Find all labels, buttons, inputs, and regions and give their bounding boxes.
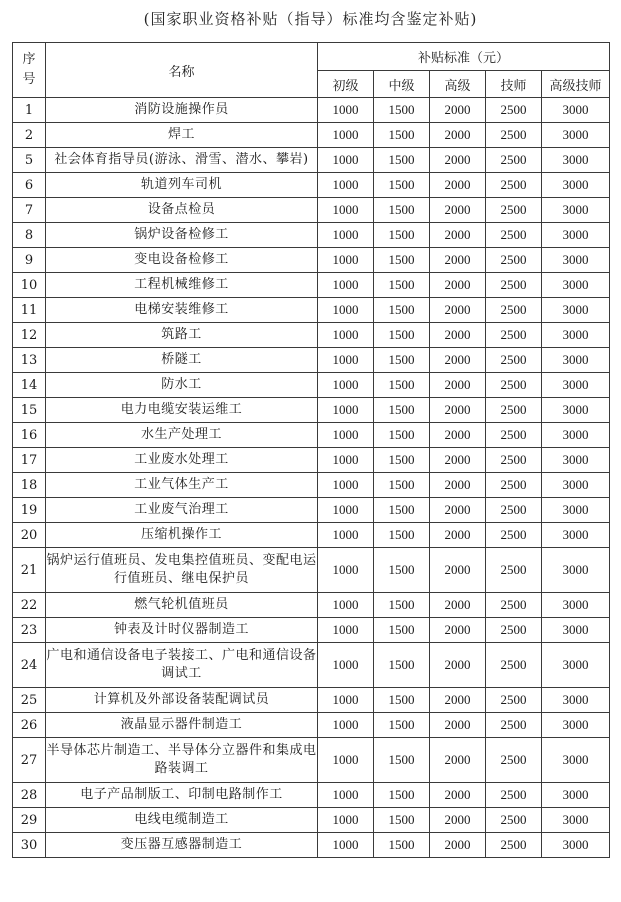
- table-row: [13, 783, 610, 808]
- row-subsidy-senior-technician: 3000: [542, 298, 610, 323]
- row-subsidy-technician: 2500: [486, 298, 542, 323]
- row-subsidy-junior: 1000: [318, 618, 374, 643]
- row-seq: 23: [13, 618, 46, 643]
- row-subsidy-intermediate: 1500: [374, 688, 430, 713]
- row-subsidy-junior: 1000: [318, 783, 374, 808]
- row-subsidy-intermediate: 1500: [374, 833, 430, 858]
- row-subsidy-senior: 2000: [430, 738, 486, 783]
- row-subsidy-junior: 1000: [318, 223, 374, 248]
- row-subsidy-junior: 1000: [318, 498, 374, 523]
- row-subsidy-technician: 2500: [486, 548, 542, 593]
- table-row: [13, 198, 610, 223]
- row-subsidy-senior-technician: 3000: [542, 173, 610, 198]
- table-row: [13, 248, 610, 273]
- row-subsidy-senior: 2000: [430, 618, 486, 643]
- row-seq: 27: [13, 738, 46, 783]
- row-subsidy-intermediate: 1500: [374, 348, 430, 373]
- row-subsidy-junior: 1000: [318, 398, 374, 423]
- row-occupation-name: 轨道列车司机: [46, 173, 318, 198]
- row-seq: 2: [13, 123, 46, 148]
- row-subsidy-junior: 1000: [318, 738, 374, 783]
- table-row: [13, 323, 610, 348]
- row-subsidy-junior: 1000: [318, 548, 374, 593]
- row-occupation-name: 消防设施操作员: [46, 98, 318, 123]
- table-row: [13, 98, 610, 123]
- row-subsidy-technician: 2500: [486, 323, 542, 348]
- row-seq: 29: [13, 808, 46, 833]
- header-level-junior: 初级: [318, 71, 374, 98]
- row-subsidy-technician: 2500: [486, 783, 542, 808]
- row-subsidy-senior: 2000: [430, 523, 486, 548]
- table-body: [13, 98, 610, 858]
- row-subsidy-junior: 1000: [318, 348, 374, 373]
- row-subsidy-senior: 2000: [430, 713, 486, 738]
- row-seq: 1: [13, 98, 46, 123]
- row-seq: 12: [13, 323, 46, 348]
- table-row: [13, 833, 610, 858]
- header-level-senior: 高级: [430, 71, 486, 98]
- row-subsidy-junior: 1000: [318, 323, 374, 348]
- row-occupation-name: 钟表及计时仪器制造工: [46, 618, 318, 643]
- row-subsidy-junior: 1000: [318, 173, 374, 198]
- table-row: [13, 123, 610, 148]
- row-subsidy-junior: 1000: [318, 448, 374, 473]
- row-subsidy-senior-technician: 3000: [542, 713, 610, 738]
- row-seq: 18: [13, 473, 46, 498]
- row-subsidy-intermediate: 1500: [374, 273, 430, 298]
- row-subsidy-junior: 1000: [318, 123, 374, 148]
- row-occupation-name: 工业气体生产工: [46, 473, 318, 498]
- row-subsidy-technician: 2500: [486, 618, 542, 643]
- header-seq-top: 序: [22, 52, 36, 67]
- table-row: [13, 273, 610, 298]
- row-subsidy-technician: 2500: [486, 148, 542, 173]
- row-subsidy-intermediate: 1500: [374, 98, 430, 123]
- row-seq: 26: [13, 713, 46, 738]
- row-seq: 25: [13, 688, 46, 713]
- row-subsidy-senior-technician: 3000: [542, 223, 610, 248]
- row-occupation-name: 防水工: [46, 373, 318, 398]
- row-subsidy-senior: 2000: [430, 688, 486, 713]
- row-subsidy-senior-technician: 3000: [542, 498, 610, 523]
- row-subsidy-technician: 2500: [486, 373, 542, 398]
- row-subsidy-senior: 2000: [430, 808, 486, 833]
- row-subsidy-intermediate: 1500: [374, 618, 430, 643]
- header-level-technician: 技师: [486, 71, 542, 98]
- row-subsidy-senior: 2000: [430, 198, 486, 223]
- row-occupation-name: 计算机及外部设备装配调试员: [46, 688, 318, 713]
- subsidy-table: [12, 42, 610, 858]
- row-subsidy-intermediate: 1500: [374, 713, 430, 738]
- table-row: [13, 713, 610, 738]
- row-subsidy-senior-technician: 3000: [542, 348, 610, 373]
- row-occupation-name: 水生产处理工: [46, 423, 318, 448]
- row-subsidy-senior-technician: 3000: [542, 618, 610, 643]
- header-seq: [13, 43, 46, 98]
- row-seq: 16: [13, 423, 46, 448]
- row-subsidy-senior: 2000: [430, 323, 486, 348]
- row-subsidy-junior: 1000: [318, 523, 374, 548]
- row-subsidy-junior: 1000: [318, 593, 374, 618]
- table-row: [13, 688, 610, 713]
- row-subsidy-intermediate: 1500: [374, 323, 430, 348]
- row-seq: 22: [13, 593, 46, 618]
- row-seq: 14: [13, 373, 46, 398]
- row-subsidy-senior: 2000: [430, 248, 486, 273]
- row-occupation-name: 压缩机操作工: [46, 523, 318, 548]
- row-subsidy-technician: 2500: [486, 248, 542, 273]
- row-subsidy-senior: 2000: [430, 298, 486, 323]
- row-seq: 17: [13, 448, 46, 473]
- row-seq: 24: [13, 643, 46, 688]
- row-occupation-name: 电力电缆安装运维工: [46, 398, 318, 423]
- row-subsidy-junior: 1000: [318, 808, 374, 833]
- row-subsidy-senior-technician: 3000: [542, 398, 610, 423]
- row-subsidy-intermediate: 1500: [374, 448, 430, 473]
- header-level-senior-technician: 高级技师: [542, 71, 610, 98]
- row-subsidy-senior: 2000: [430, 123, 486, 148]
- row-subsidy-senior-technician: 3000: [542, 833, 610, 858]
- table-row: [13, 448, 610, 473]
- row-subsidy-technician: 2500: [486, 688, 542, 713]
- row-subsidy-senior-technician: 3000: [542, 643, 610, 688]
- row-subsidy-senior-technician: 3000: [542, 548, 610, 593]
- row-occupation-name: 设备点检员: [46, 198, 318, 223]
- table-row: [13, 223, 610, 248]
- row-occupation-name: 锅炉运行值班员、发电集控值班员、变配电运行值班员、继电保护员: [46, 548, 318, 593]
- row-subsidy-senior-technician: 3000: [542, 473, 610, 498]
- table-row: [13, 593, 610, 618]
- row-subsidy-junior: 1000: [318, 833, 374, 858]
- row-occupation-name: 燃气轮机值班员: [46, 593, 318, 618]
- row-subsidy-senior: 2000: [430, 783, 486, 808]
- row-subsidy-junior: 1000: [318, 198, 374, 223]
- row-subsidy-senior-technician: 3000: [542, 423, 610, 448]
- row-occupation-name: 变电设备检修工: [46, 248, 318, 273]
- row-occupation-name: 桥隧工: [46, 348, 318, 373]
- row-subsidy-technician: 2500: [486, 593, 542, 618]
- row-subsidy-senior-technician: 3000: [542, 593, 610, 618]
- table-row: [13, 148, 610, 173]
- row-subsidy-technician: 2500: [486, 808, 542, 833]
- row-occupation-name: 工程机械维修工: [46, 273, 318, 298]
- row-subsidy-senior: 2000: [430, 473, 486, 498]
- row-subsidy-technician: 2500: [486, 643, 542, 688]
- row-subsidy-senior-technician: 3000: [542, 98, 610, 123]
- row-subsidy-intermediate: 1500: [374, 223, 430, 248]
- row-subsidy-senior-technician: 3000: [542, 523, 610, 548]
- row-seq: 13: [13, 348, 46, 373]
- table-caption: (国家职业资格补贴（指导）标准均含鉴定补贴): [143, 10, 478, 28]
- row-subsidy-senior: 2000: [430, 643, 486, 688]
- row-occupation-name: 广电和通信设备电子装接工、广电和通信设备调试工: [46, 643, 318, 688]
- row-subsidy-senior: 2000: [430, 223, 486, 248]
- row-subsidy-intermediate: 1500: [374, 423, 430, 448]
- table-row: [13, 473, 610, 498]
- row-subsidy-senior-technician: 3000: [542, 738, 610, 783]
- row-seq: 8: [13, 223, 46, 248]
- row-subsidy-junior: 1000: [318, 423, 374, 448]
- row-seq: 10: [13, 273, 46, 298]
- row-seq: 7: [13, 198, 46, 223]
- row-subsidy-intermediate: 1500: [374, 498, 430, 523]
- row-subsidy-intermediate: 1500: [374, 783, 430, 808]
- row-subsidy-intermediate: 1500: [374, 123, 430, 148]
- row-subsidy-senior: 2000: [430, 398, 486, 423]
- row-subsidy-senior: 2000: [430, 98, 486, 123]
- row-subsidy-senior-technician: 3000: [542, 248, 610, 273]
- row-subsidy-intermediate: 1500: [374, 173, 430, 198]
- table-row: [13, 348, 610, 373]
- row-subsidy-senior-technician: 3000: [542, 273, 610, 298]
- row-seq: 28: [13, 783, 46, 808]
- row-subsidy-senior: 2000: [430, 373, 486, 398]
- header-name: 名称: [46, 43, 318, 98]
- row-subsidy-junior: 1000: [318, 688, 374, 713]
- row-subsidy-intermediate: 1500: [374, 523, 430, 548]
- row-occupation-name: 工业废气治理工: [46, 498, 318, 523]
- row-subsidy-junior: 1000: [318, 713, 374, 738]
- row-subsidy-intermediate: 1500: [374, 248, 430, 273]
- row-occupation-name: 电梯安装维修工: [46, 298, 318, 323]
- row-occupation-name: 电子产品制版工、印制电路制作工: [46, 783, 318, 808]
- table-row: [13, 548, 610, 593]
- row-subsidy-technician: 2500: [486, 833, 542, 858]
- row-subsidy-intermediate: 1500: [374, 373, 430, 398]
- row-occupation-name: 变压器互感器制造工: [46, 833, 318, 858]
- row-subsidy-senior: 2000: [430, 173, 486, 198]
- row-subsidy-senior: 2000: [430, 593, 486, 618]
- row-seq: 6: [13, 173, 46, 198]
- row-subsidy-senior-technician: 3000: [542, 198, 610, 223]
- row-subsidy-technician: 2500: [486, 198, 542, 223]
- row-subsidy-technician: 2500: [486, 523, 542, 548]
- row-subsidy-senior: 2000: [430, 498, 486, 523]
- row-subsidy-technician: 2500: [486, 223, 542, 248]
- row-occupation-name: 社会体育指导员(游泳、滑雪、潜水、攀岩): [46, 148, 318, 173]
- row-subsidy-junior: 1000: [318, 98, 374, 123]
- row-subsidy-intermediate: 1500: [374, 473, 430, 498]
- row-subsidy-senior: 2000: [430, 833, 486, 858]
- row-seq: 5: [13, 148, 46, 173]
- row-subsidy-senior-technician: 3000: [542, 808, 610, 833]
- table-row: [13, 173, 610, 198]
- table-row: [13, 643, 610, 688]
- row-subsidy-senior: 2000: [430, 348, 486, 373]
- row-subsidy-senior: 2000: [430, 548, 486, 593]
- row-subsidy-senior-technician: 3000: [542, 323, 610, 348]
- row-seq: 15: [13, 398, 46, 423]
- row-subsidy-technician: 2500: [486, 738, 542, 783]
- row-subsidy-intermediate: 1500: [374, 808, 430, 833]
- row-subsidy-technician: 2500: [486, 423, 542, 448]
- row-subsidy-junior: 1000: [318, 248, 374, 273]
- header-level-intermediate: 中级: [374, 71, 430, 98]
- row-subsidy-intermediate: 1500: [374, 198, 430, 223]
- row-subsidy-technician: 2500: [486, 713, 542, 738]
- row-subsidy-senior-technician: 3000: [542, 123, 610, 148]
- header-row-top: [13, 43, 610, 71]
- row-subsidy-technician: 2500: [486, 448, 542, 473]
- row-subsidy-junior: 1000: [318, 373, 374, 398]
- row-subsidy-junior: 1000: [318, 273, 374, 298]
- row-subsidy-technician: 2500: [486, 123, 542, 148]
- row-subsidy-junior: 1000: [318, 148, 374, 173]
- row-subsidy-senior-technician: 3000: [542, 783, 610, 808]
- row-subsidy-senior: 2000: [430, 273, 486, 298]
- table-row: [13, 808, 610, 833]
- table-row: [13, 373, 610, 398]
- row-subsidy-technician: 2500: [486, 473, 542, 498]
- row-occupation-name: 液晶显示器件制造工: [46, 713, 318, 738]
- row-occupation-name: 焊工: [46, 123, 318, 148]
- header-subsidy-group: 补贴标准（元）: [318, 43, 610, 71]
- row-subsidy-senior: 2000: [430, 148, 486, 173]
- table-row: [13, 738, 610, 783]
- row-seq: 11: [13, 298, 46, 323]
- row-subsidy-senior: 2000: [430, 423, 486, 448]
- table-row: [13, 498, 610, 523]
- row-subsidy-intermediate: 1500: [374, 738, 430, 783]
- row-subsidy-technician: 2500: [486, 348, 542, 373]
- row-seq: 21: [13, 548, 46, 593]
- row-occupation-name: 半导体芯片制造工、半导体分立器件和集成电路装调工: [46, 738, 318, 783]
- row-subsidy-technician: 2500: [486, 498, 542, 523]
- table-row: [13, 618, 610, 643]
- row-occupation-name: 工业废水处理工: [46, 448, 318, 473]
- row-subsidy-technician: 2500: [486, 273, 542, 298]
- row-subsidy-technician: 2500: [486, 173, 542, 198]
- row-subsidy-junior: 1000: [318, 643, 374, 688]
- row-subsidy-intermediate: 1500: [374, 593, 430, 618]
- row-subsidy-junior: 1000: [318, 298, 374, 323]
- row-seq: 30: [13, 833, 46, 858]
- row-subsidy-senior-technician: 3000: [542, 688, 610, 713]
- row-subsidy-senior-technician: 3000: [542, 148, 610, 173]
- header-seq-bottom: 号: [22, 72, 36, 87]
- row-seq: 9: [13, 248, 46, 273]
- table-row: [13, 398, 610, 423]
- row-subsidy-technician: 2500: [486, 98, 542, 123]
- row-occupation-name: 锅炉设备检修工: [46, 223, 318, 248]
- table-row: [13, 523, 610, 548]
- row-occupation-name: 电线电缆制造工: [46, 808, 318, 833]
- row-subsidy-intermediate: 1500: [374, 298, 430, 323]
- row-seq: 19: [13, 498, 46, 523]
- row-subsidy-junior: 1000: [318, 473, 374, 498]
- row-subsidy-technician: 2500: [486, 398, 542, 423]
- row-subsidy-senior: 2000: [430, 448, 486, 473]
- row-occupation-name: 筑路工: [46, 323, 318, 348]
- row-subsidy-senior-technician: 3000: [542, 448, 610, 473]
- row-subsidy-intermediate: 1500: [374, 643, 430, 688]
- row-subsidy-intermediate: 1500: [374, 398, 430, 423]
- row-subsidy-intermediate: 1500: [374, 148, 430, 173]
- table-row: [13, 423, 610, 448]
- row-subsidy-senior-technician: 3000: [542, 373, 610, 398]
- table-row: [13, 298, 610, 323]
- row-seq: 20: [13, 523, 46, 548]
- row-subsidy-intermediate: 1500: [374, 548, 430, 593]
